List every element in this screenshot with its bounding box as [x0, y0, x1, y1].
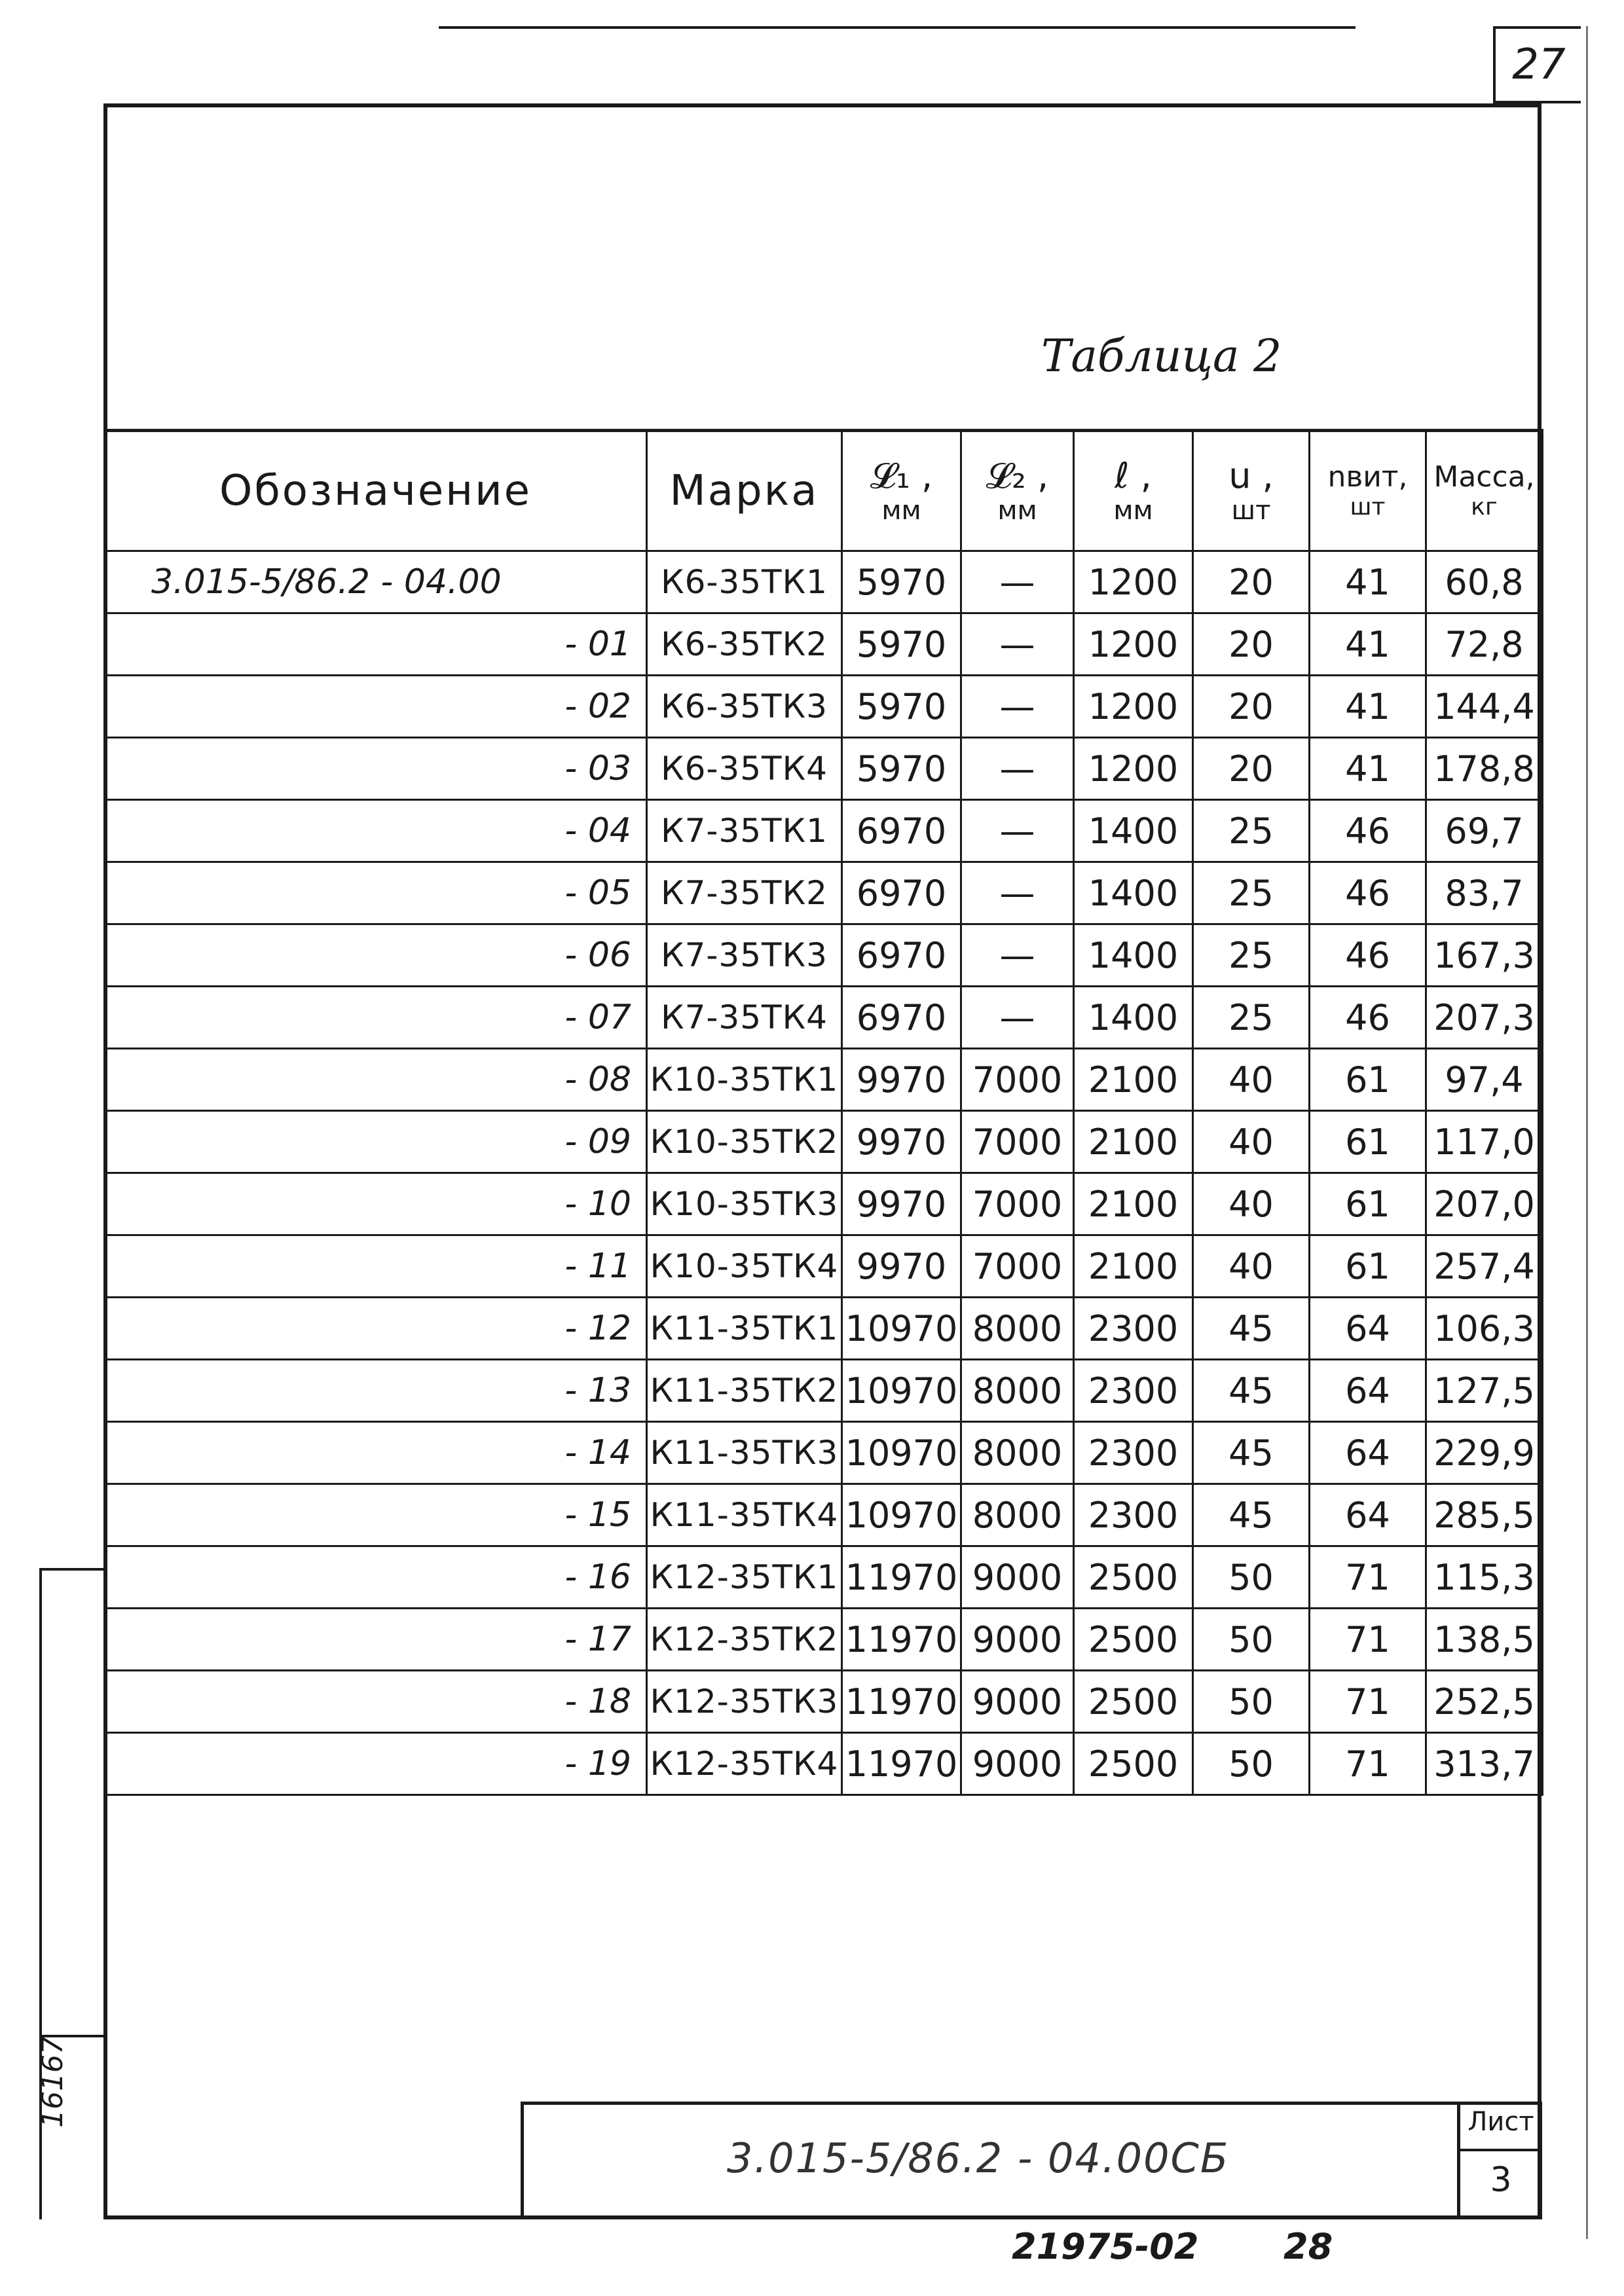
cell-n: 61 — [1310, 1173, 1426, 1235]
cell-designation: - 19 — [105, 1733, 647, 1795]
cell-mass: 138,5 — [1426, 1609, 1543, 1671]
table-row — [105, 1546, 1543, 1609]
cell-mass: 207,0 — [1426, 1173, 1543, 1235]
cell-mark: К7-35ТК1 — [647, 800, 842, 862]
cell-designation: - 10 — [105, 1173, 647, 1235]
cell-designation: - 09 — [105, 1111, 647, 1173]
header-n: nвит, шт — [1310, 431, 1426, 551]
cell-n: 46 — [1310, 924, 1426, 987]
cell-mark: К10-35ТК3 — [647, 1173, 842, 1235]
table-row — [105, 1235, 1543, 1298]
cell-l1: 6970 — [842, 800, 961, 862]
cell-l1: 11970 — [842, 1609, 961, 1671]
cell-l1: 6970 — [842, 924, 961, 987]
cell-l1: 9970 — [842, 1235, 961, 1298]
bottom-code: 21975-02 — [1012, 2226, 1199, 2267]
document-code: 3.015-5/86.2 - 04.00СБ — [727, 2134, 1230, 2182]
cell-mark: К10-35ТК2 — [647, 1111, 842, 1173]
cell-designation: - 13 — [105, 1360, 647, 1422]
cell-n: 61 — [1310, 1111, 1426, 1173]
header-u: u , шт — [1193, 431, 1310, 551]
cell-designation: - 08 — [105, 1049, 647, 1111]
cell-mass: 229,9 — [1426, 1422, 1543, 1484]
cell-l1: 6970 — [842, 987, 961, 1049]
cell-l2: 8000 — [961, 1360, 1074, 1422]
cell-mass: 313,7 — [1426, 1733, 1543, 1795]
top-rule — [439, 26, 1356, 29]
table-row — [105, 800, 1543, 862]
cell-mass: 69,7 — [1426, 800, 1543, 862]
cell-l1: 10970 — [842, 1360, 961, 1422]
cell-mass: 72,8 — [1426, 613, 1543, 676]
table-caption: Таблица 2 — [1041, 331, 1282, 382]
table-row — [105, 1049, 1543, 1111]
cell-l: 2300 — [1074, 1298, 1193, 1360]
cell-designation: - 06 — [105, 924, 647, 987]
table-row — [105, 1422, 1543, 1484]
cell-l: 2100 — [1074, 1173, 1193, 1235]
cell-mass: 257,4 — [1426, 1235, 1543, 1298]
cell-mass: 106,3 — [1426, 1298, 1543, 1360]
cell-l: 1200 — [1074, 738, 1193, 800]
cell-u: 20 — [1193, 551, 1310, 613]
cell-mass: 252,5 — [1426, 1671, 1543, 1733]
cell-l: 1200 — [1074, 676, 1193, 738]
cell-designation: - 01 — [105, 613, 647, 676]
cell-designation: - 14 — [105, 1422, 647, 1484]
cell-l1: 5970 — [842, 738, 961, 800]
cell-l2: 9000 — [961, 1733, 1074, 1795]
cell-l2: 8000 — [961, 1298, 1074, 1360]
header-l2: 𝓛₂ , мм — [961, 431, 1074, 551]
table-row — [105, 1609, 1543, 1671]
cell-l1: 11970 — [842, 1671, 961, 1733]
page-number: 27 — [1512, 41, 1566, 89]
cell-n: 61 — [1310, 1049, 1426, 1111]
cell-l1: 5970 — [842, 676, 961, 738]
cell-l1: 6970 — [842, 862, 961, 924]
header-l: ℓ , мм — [1074, 431, 1193, 551]
cell-u: 20 — [1193, 676, 1310, 738]
table-row — [105, 1298, 1543, 1360]
cell-n: 64 — [1310, 1484, 1426, 1546]
cell-designation: - 11 — [105, 1235, 647, 1298]
cell-designation: - 03 — [105, 738, 647, 800]
cell-n: 41 — [1310, 551, 1426, 613]
cell-mass: 115,3 — [1426, 1546, 1543, 1609]
cell-mass: 167,3 — [1426, 924, 1543, 987]
cell-u: 40 — [1193, 1111, 1310, 1173]
cell-n: 41 — [1310, 613, 1426, 676]
cell-mark: К11-35ТК2 — [647, 1360, 842, 1422]
cell-mark: К11-35ТК3 — [647, 1422, 842, 1484]
cell-n: 64 — [1310, 1422, 1426, 1484]
cell-mark: К11-35ТК1 — [647, 1298, 842, 1360]
cell-mark: К6-35ТК1 — [647, 551, 842, 613]
cell-mark: К6-35ТК4 — [647, 738, 842, 800]
cell-l1: 11970 — [842, 1546, 961, 1609]
cell-mass: 144,4 — [1426, 676, 1543, 738]
cell-mass: 117,0 — [1426, 1111, 1543, 1173]
cell-n: 64 — [1310, 1360, 1426, 1422]
cell-l: 1200 — [1074, 613, 1193, 676]
table-row — [105, 862, 1543, 924]
table-row — [105, 613, 1543, 676]
table-row — [105, 551, 1543, 613]
cell-l: 2300 — [1074, 1360, 1193, 1422]
cell-l2: — — [961, 738, 1074, 800]
cell-u: 45 — [1193, 1484, 1310, 1546]
cell-u: 45 — [1193, 1298, 1310, 1360]
table-row — [105, 738, 1543, 800]
cell-l: 2100 — [1074, 1049, 1193, 1111]
cell-l2: 8000 — [961, 1422, 1074, 1484]
cell-n: 41 — [1310, 676, 1426, 738]
cell-mass: 285,5 — [1426, 1484, 1543, 1546]
cell-u: 25 — [1193, 862, 1310, 924]
cell-n: 71 — [1310, 1671, 1426, 1733]
cell-l2: — — [961, 551, 1074, 613]
table-row — [105, 924, 1543, 987]
cell-u: 25 — [1193, 987, 1310, 1049]
header-designation: Обозначение — [105, 431, 647, 551]
cell-u: 50 — [1193, 1546, 1310, 1609]
table-header-row — [105, 431, 1543, 551]
cell-designation: - 15 — [105, 1484, 647, 1546]
cell-mass: 178,8 — [1426, 738, 1543, 800]
cell-u: 20 — [1193, 738, 1310, 800]
cell-l1: 9970 — [842, 1111, 961, 1173]
cell-l2: — — [961, 676, 1074, 738]
cell-mass: 97,4 — [1426, 1049, 1543, 1111]
cell-u: 50 — [1193, 1671, 1310, 1733]
cell-l: 1400 — [1074, 800, 1193, 862]
table-row — [105, 1733, 1543, 1795]
header-mass: Масса, кг — [1426, 431, 1543, 551]
cell-u: 50 — [1193, 1609, 1310, 1671]
cell-designation: - 18 — [105, 1671, 647, 1733]
cell-mark: К6-35ТК2 — [647, 613, 842, 676]
cell-n: 41 — [1310, 738, 1426, 800]
cell-l1: 9970 — [842, 1049, 961, 1111]
cell-l2: — — [961, 800, 1074, 862]
cell-mark: К11-35ТК4 — [647, 1484, 842, 1546]
specification-table — [103, 429, 1543, 1796]
cell-l1: 10970 — [842, 1484, 961, 1546]
cell-mark: К12-35ТК1 — [647, 1546, 842, 1609]
cell-l: 1200 — [1074, 551, 1193, 613]
cell-n: 71 — [1310, 1546, 1426, 1609]
table-row — [105, 987, 1543, 1049]
right-margin-line — [1586, 26, 1588, 2239]
cell-l: 1400 — [1074, 862, 1193, 924]
cell-l2: 7000 — [961, 1111, 1074, 1173]
table-row — [105, 1173, 1543, 1235]
cell-n: 71 — [1310, 1733, 1426, 1795]
cell-l1: 10970 — [842, 1422, 961, 1484]
cell-n: 46 — [1310, 862, 1426, 924]
cell-l: 2100 — [1074, 1111, 1193, 1173]
table-row — [105, 1484, 1543, 1546]
cell-mark: К7-35ТК4 — [647, 987, 842, 1049]
cell-n: 46 — [1310, 987, 1426, 1049]
cell-designation: - 17 — [105, 1609, 647, 1671]
cell-l: 2300 — [1074, 1422, 1193, 1484]
cell-designation: - 04 — [105, 800, 647, 862]
bottom-number: 28 — [1283, 2226, 1333, 2267]
cell-designation: 3.015-5/86.2 - 04.00 — [105, 551, 647, 613]
sheet-number: 3 — [1490, 2160, 1512, 2200]
cell-l2: — — [961, 924, 1074, 987]
cell-designation: - 07 — [105, 987, 647, 1049]
cell-l2: 9000 — [961, 1609, 1074, 1671]
cell-u: 45 — [1193, 1360, 1310, 1422]
table-row — [105, 676, 1543, 738]
cell-mark: К12-35ТК2 — [647, 1609, 842, 1671]
cell-l: 2500 — [1074, 1546, 1193, 1609]
cell-l2: — — [961, 987, 1074, 1049]
header-l1: 𝓛₁ , мм — [842, 431, 961, 551]
cell-n: 46 — [1310, 800, 1426, 862]
cell-l: 1400 — [1074, 924, 1193, 987]
cell-u: 40 — [1193, 1235, 1310, 1298]
sheet-hline — [1457, 2149, 1542, 2151]
cell-mark: К10-35ТК1 — [647, 1049, 842, 1111]
cell-u: 45 — [1193, 1422, 1310, 1484]
cell-l2: 7000 — [961, 1049, 1074, 1111]
cell-l2: 7000 — [961, 1173, 1074, 1235]
cell-mark: К10-35ТК4 — [647, 1235, 842, 1298]
cell-l2: 7000 — [961, 1235, 1074, 1298]
table-row — [105, 1671, 1543, 1733]
cell-u: 50 — [1193, 1733, 1310, 1795]
cell-designation: - 12 — [105, 1298, 647, 1360]
cell-l: 2500 — [1074, 1609, 1193, 1671]
cell-n: 61 — [1310, 1235, 1426, 1298]
cell-mass: 60,8 — [1426, 551, 1543, 613]
cell-l1: 9970 — [842, 1173, 961, 1235]
cell-u: 40 — [1193, 1173, 1310, 1235]
cell-u: 20 — [1193, 613, 1310, 676]
cell-designation: - 02 — [105, 676, 647, 738]
header-mark: Марка — [647, 431, 842, 551]
cell-n: 64 — [1310, 1298, 1426, 1360]
cell-u: 40 — [1193, 1049, 1310, 1111]
cell-mass: 207,3 — [1426, 987, 1543, 1049]
cell-l2: 9000 — [961, 1671, 1074, 1733]
cell-mass: 83,7 — [1426, 862, 1543, 924]
cell-mass: 127,5 — [1426, 1360, 1543, 1422]
cell-u: 25 — [1193, 924, 1310, 987]
cell-mark: К12-35ТК4 — [647, 1733, 842, 1795]
cell-l: 1400 — [1074, 987, 1193, 1049]
cell-mark: К7-35ТК3 — [647, 924, 842, 987]
sheet-divider — [1457, 2102, 1460, 2219]
cell-l2: 9000 — [961, 1546, 1074, 1609]
cell-l: 2300 — [1074, 1484, 1193, 1546]
cell-u: 25 — [1193, 800, 1310, 862]
cell-l: 2500 — [1074, 1733, 1193, 1795]
table-body — [105, 551, 1543, 1795]
cell-mark: К12-35ТК3 — [647, 1671, 842, 1733]
cell-l2: 8000 — [961, 1484, 1074, 1546]
cell-l2: — — [961, 613, 1074, 676]
cell-mark: К7-35ТК2 — [647, 862, 842, 924]
cell-l: 2500 — [1074, 1671, 1193, 1733]
cell-mark: К6-35ТК3 — [647, 676, 842, 738]
inventory-number: 16167 — [36, 2036, 69, 2128]
cell-l2: — — [961, 862, 1074, 924]
cell-l1: 11970 — [842, 1733, 961, 1795]
cell-l: 2100 — [1074, 1235, 1193, 1298]
cell-l1: 5970 — [842, 613, 961, 676]
cell-l1: 5970 — [842, 551, 961, 613]
cell-designation: - 16 — [105, 1546, 647, 1609]
cell-l1: 10970 — [842, 1298, 961, 1360]
table-row — [105, 1360, 1543, 1422]
cell-n: 71 — [1310, 1609, 1426, 1671]
cell-designation: - 05 — [105, 862, 647, 924]
sheet-label: Лист — [1467, 2107, 1534, 2137]
table-row — [105, 1111, 1543, 1173]
